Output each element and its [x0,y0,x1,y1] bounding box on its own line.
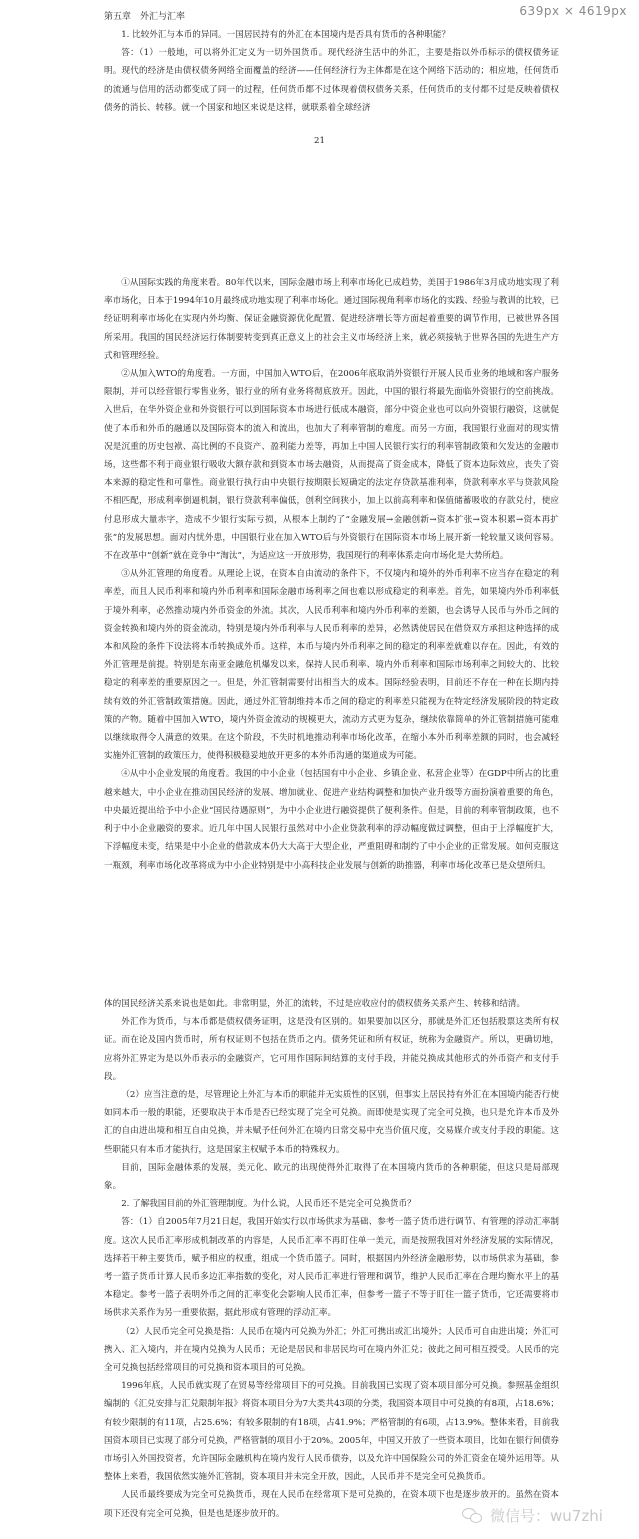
page-number: 21 [314,136,325,146]
paragraph-fx-definition: 外汇作为货币，与本币都是债权债务证明，这是没有区别的。如果要加以区分，那就是外汇还包括股票这类所有权证。而在论及国内货币时，所有权证则不包括在货币之内。债务凭证和所有权证，统称为金融资产。所以，更确切地，应将外汇界定为是以外币表示的金融资产，它可用作国际间结算的支付手段，并能兑换成其他形式的外币资产和支付手段。 [104,1017,559,1082]
paragraph-continuation: 体的国民经济关系来说也是如此。非常明显，外汇的流转，不过是应收应付的债权债务关系产生、转移和结清。 [104,999,526,1009]
paragraph-dollarization: 目前，国际金融体系的发展，美元化、欧元的出现使得外汇取得了在本国境内货币的各种职能，但这只是局部现象。 [104,1162,559,1192]
paragraph-wto: ②从加入WTO的角度看。一方面，中国加入WTO后，在2006年底取消外资银行开展人民币业务的地域和客户服务限制，并可以经营银行零售业务，银行业的所有业务将彻底放开。因此，中国的银行将最先面临外资银行的空前挑战。入世后，在华外资企业和外资银行可以到国际资本市场进行低成本融资，部分中资企业也可以向外资银行融资，这就促使了本币和外币的融通以及国际资本的流入和流出，也加大了利率管制的难度。而另一方面，我国银行业面对的现实情况是沉重的历史包袱、高比例的不良资产、盈利能力差等，再加上中国人民银行实行的利率管制政策和欠发达的金融市场，这些都不利于商业银行吸收大额存款和到资本市场去融资，从而提高了资金成本，降低了资本边际效应，丧失了资本来源的稳定性和可靠性。商业银行执行由中央银行按期限长短确定的法定存贷款基准利率，贷款利率水平与贷款风险不相匹配，形成利率倒逼机制，银行贷款利率偏低，创利空间狭小，加上以前高利率和保值储蓄吸收的存款兑付，使应付息形成大量赤字，造成不少银行实际亏损，从根本上制约了“金融发展→金融创新→资本扩张→资本积累→资本再扩张”的发展思想。面对内忧外患，中国银行业在加入WTO后与外资银行在国际资本市场上展开新一轮较量又谈何容易。不在改革中“创新”就在竞争中“淘汰”，为适应这一开放形势，我国现行的利率体系走向市场化是大势所趋。 [104,369,559,562]
wechat-icon [462,1507,484,1525]
paragraph-sme: ④从中小企业发展的角度看。我国的中小企业（包括国有中小企业、乡镇企业、私营企业等）在GDP中所占的比重越来越大，中小企业在推动国民经济的发展、增加就业、促进产业结构调整和加快产业升级等方面扮演着重要的角色，中央最近提出给予中小企业“国民待遇原则”，为中小企业进行融资提供了便利条件。但是，目前的利率管制政策，也不利于中小企业融资的要求。近几年中国人民银行虽然对中小企业贷款利率的浮动幅度做过调整，但由于上浮幅度扩大，下浮幅度未变，结果是中小企业的借款成本仍大大高于大型企业，严重阻碍和制约了中小企业的正常发展。如何克服这一瓶颈，利率市场化改革将成为中小企业特别是中小高科技企业发展与创新的助推器，利率市场化改革已是众望所归。 [104,769,559,871]
wechat-watermark [462,1505,603,1526]
answer-1-intro: 答：（1）一般地，可以将外汇定义为一切外国货币。现代经济生活中的外汇，主要是指以外币标示的债权债务证明。现代的经济是由债权债务网络全面覆盖的经济——任何经济行为主体都是在这个网络下活动的；相应地，任何货币的流通与信用的活动都变成了同一的过程，任何货币都不过体现着债权债务关系，任何货币的支付都不过是反映着债权债务的消长、转移。就一个国家和地区来说是这样，就联系着全球经济 [104,48,559,113]
paragraph-capital-account: 1996年底，人民币就实现了在贸易等经常项目下的可兑换。目前我国已实现了资本项目部分可兑换。参照基金组织编制的《汇兑安排与汇兑限制年报》将资本项目分为7大类共43项的分类，我国资本项目中可兑换的有8项，占18.6%；有较少限制的有11项，占25.6%；有较多限制的有18项，占41.9%；严格管制的有6项，占13.9%。整体来看，目前我国资本项目已实现了部分可兑换，严格管制的项目小于20%。2005年，中国又开放了一些资本项目，比如在银行间债券市场引入外国投资者，允许国际金融机构在境内发行人民币债券，以及允许中国保险公司的外汇资金在境外运用等。从整体上来看，我国依然实施外汇管制，资本项目并未完全开放，因此，人民币并不是完全可兑换货币。 [104,1381,559,1483]
fx-section [104,995,559,1523]
watermark-text: 微信号：wu7zhi [490,1507,603,1525]
paragraph-practice: ①从国际实践的角度来看。80年代以来，国际金融市场上利率市场化已成趋势，美国于1986年3月成功地实现了利率市场化，日本于1994年10月最终成功地实现了利率市场化。通过国际视角利率市场化的实践、经验与教训的比较，已经证明利率市场化在实现内外均衡、保证金融资源优化配置、促进经济增长等方面起着重要的调节作用，已被世界各国所采用。我国的国民经济运行体制要转变到真正意义上的社会主义市场经济上来，就必须接轨于世界各国的先进生产方式和管理经验。 [104,278,559,361]
paragraph-fx-management: ③从外汇管理的角度看。从理论上说，在资本自由流动的条件下，不仅境内和境外的外币利率不应当存在稳定的利率差，而且人民币利率和境内外币利率和国际金融市场利率之间也难以形成稳定的利率差。首先，如果境内外币利率低于境外利率，必然推动境内外币资金的外流。其次，人民币利率和境内外币利率的差额，也会诱导人民币与外币之间的资金转换和境内外的资金流动，特别是境内外币利率与人民币利率的差异，必然诱使居民在借贷双方承担这种选择的成本和风险的条件下设法将本币转换成外币。这样，本币与境内外币利率之间的稳定的利率差就难以存在。因此，有效的外汇管理是前提。特别是东南亚金融危机爆发以来，保持人民币利率、境内外币利率和国际市场利率之间较大的、比较稳定的利率差的重要原因之一。但是，外汇管制需要付出相当大的成本。国际经验表明，目前还不存在一种在长期内持续有效的外汇管制政策措施。因此，通过外汇管制维持本币之间的稳定的利率差只能视为在特定经济发展阶段的特定政策的产物。随着中国加入WTO，境内外资金流动的规模更大，流动方式更为复杂，继续依靠简单的外汇管制措施可能难以继续取得令人满意的效果。在这个阶段，不失时机地推动利率市场化改革，在缩小本外币利率差额的同时，也会减轻实施外汇管制的政策压力，使得积极稳妥地放开更多的本外币沟通的渠道成为可能。 [104,569,559,762]
question-2: 2. 了解我国目前的外汇管理制度。为什么说，人民币还不是完全可兑换货币？ [121,1199,416,1210]
answer-2-regime: 答：（1）自2005年7月21日起，我国开始实行以市场供求为基础、参考一篮子货币进行调节、有管理的浮动汇率制度。这次人民币汇率形成机制改革的内容是，人民币汇率不再盯住单一美元，而是按照我国对外经济发展的实际情况，选择若干种主要货币，赋予相应的权重，组成一个货币篮子。同时，根据国内外经济金融形势，以市场供求为基础，参考一篮子货币计算人民币多边汇率指数的变化，对人民币汇率进行管理和调节，维护人民币汇率在合理均衡水平上的基本稳定。参考一篮子表明外币之间的汇率变化会影响人民币汇率，但参考一篮子不等于盯住一篮子货币，它还需要将市场供求关系作为另一重要依据，据此形成有管理的浮动汇率。 [104,1217,559,1319]
answer-2-convertibility: （2）人民币完全可兑换是指：人民币在境内可兑换为外汇；外汇可携出或汇出境外；人民币可自由进出境；外汇可携入、汇入境内，并在境内兑换为人民币；无论是居民和非居民均可在境内外汇兑；彼此之间可相互授受。人民币的完全可兑换包括经常项目的可兑换和资本项目的可兑换。 [104,1326,559,1374]
paragraph-fx-functions: （2）应当注意的是，尽管理论上外汇与本币的职能并无实质性的区别，但事实上居民持有外汇在本国境内能否行使如同本币一般的职能，还要取决于本币是否已经实现了完全可兑换。而即使是实现了完全可兑换，也只是允许本币及外汇的自由进出境和相互自由兑换，并未赋予任何外汇在境内日常交易中充当价值尺度，交易媒介或支付手段的职能。这些职能只有本币才能执行，这是国家主权赋予本币的特殊权力。 [104,1090,559,1155]
paragraph-conclusion: 人民币最终要成为完全可兑换货币，现在人民币在经常项下是可兑换的，在资本项下也是逐步放开的。虽然在资本项下还没有完全可兑换，但是也是逐步放开的。 [104,1490,559,1519]
page-top-excerpt [104,26,559,117]
page-size-label: 639px × 4619px [519,4,627,18]
question-1: 1. 比较外汇与本币的异同。一国居民持有的外汇在本国境内是否具有货币的各种职能？ [121,30,451,40]
chapter-header: 第五章 外汇与汇率 [104,12,186,22]
interest-rate-section [104,274,559,875]
